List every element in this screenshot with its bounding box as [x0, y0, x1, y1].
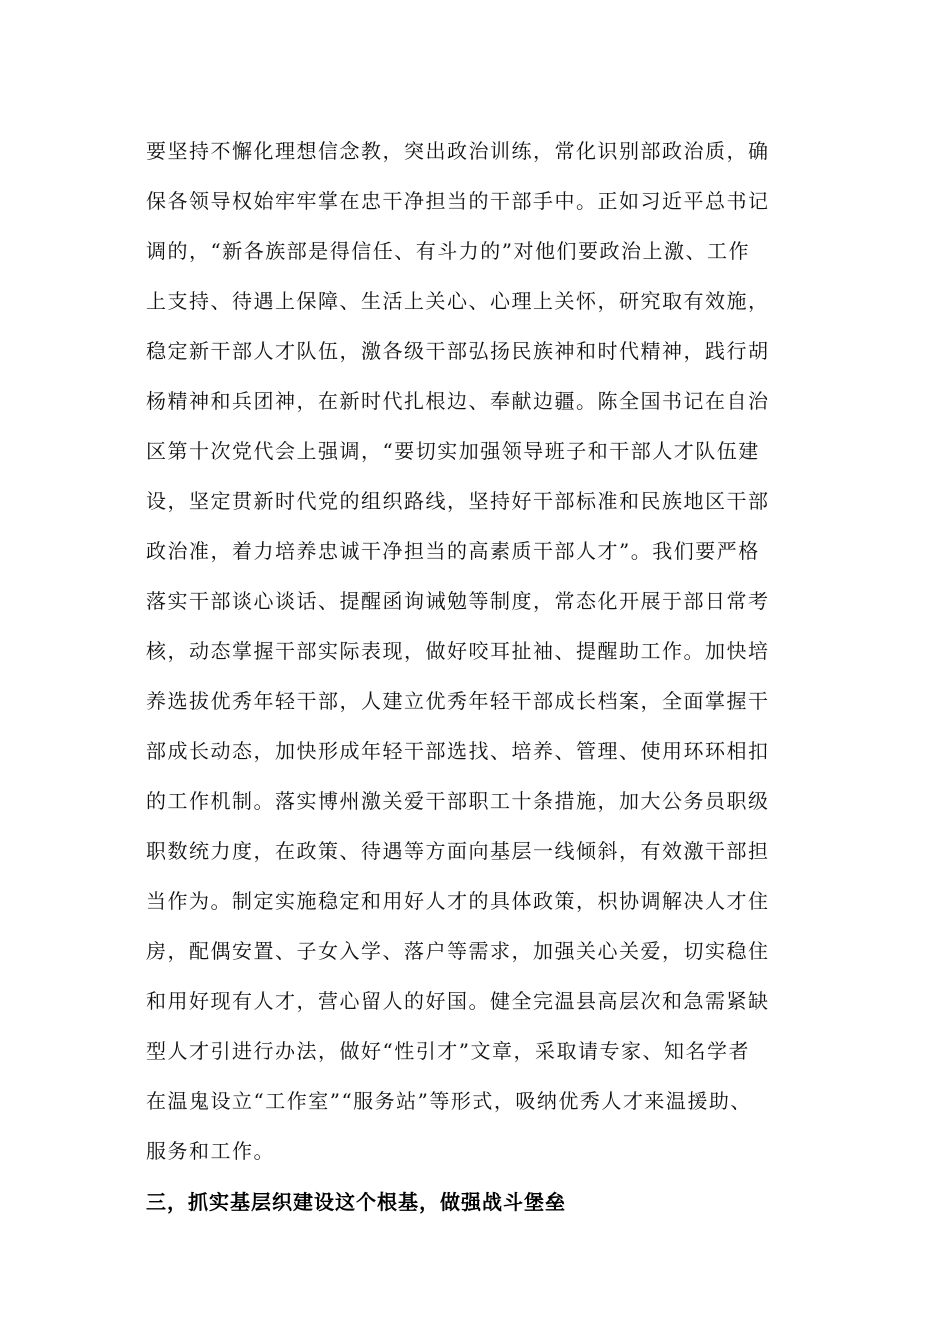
paragraph-line: 调的，“新各族部是得信任、有斗力的”对他们要政治上激、工作 [146, 239, 750, 263]
paragraph-line: 杨精神和兵团神，在新时代扎根边、奉献边疆。陈全国书记在自治 [146, 389, 770, 413]
paragraph-line: 的工作机制。落实博州激关爱干部职工十条措施，加大公务员职级 [146, 789, 770, 813]
paragraph-line: 部成长动态，加快形成年轻干部选找、培养、管理、使用环环相扣 [146, 739, 770, 763]
paragraph-line: 区第十次党代会上强调，“要切实加强领导班子和干部人才队伍建 [146, 439, 760, 463]
paragraph-line: 房，配偶安置、子女入学、落户等需求，加强关心关爱，切实稳住 [146, 939, 770, 963]
paragraph-line: 落实干部谈心谈话、提醒函询诫勉等制度，常态化开展于部日常考 [146, 589, 770, 613]
paragraph-line: 和用好现有人才，营心留人的好国。健全完温县高层次和急需紧缺 [146, 989, 770, 1013]
paragraph-line: 在温鬼设立“工作室”“服务站”等形式，吸纳优秀人才来温援助、 [146, 1089, 752, 1113]
paragraph-line: 服务和工作。 [146, 1139, 275, 1163]
paragraph-line: 保各领导权始牢牢掌在忠干净担当的干部手中。正如习近平总书记 [146, 189, 770, 213]
paragraph-line: 设，坚定贯新时代党的组织路线，坚持好干部标准和民族地区干部 [146, 489, 770, 513]
paragraph-line: 养选拔优秀年轻干部，人建立优秀年轻干部成长档案，全面掌握干 [146, 689, 770, 713]
paragraph-line: 核，动态掌握干部实际表现，做好咬耳扯袖、提醒助工作。加快培 [146, 639, 770, 663]
paragraph-line: 上支持、待遇上保障、生活上关心、心理上关怀，研究取有效施， [146, 289, 770, 313]
section-heading: 三，抓实基层织建设这个根基，做强战斗堡垒 [146, 1190, 566, 1214]
paragraph-line: 要坚持不懈化理想信念教，突出政治训练，常化识别部政治质，确 [146, 139, 770, 163]
paragraph-line: 型人才引进行办法，做好“性引才”文章，采取请专家、知名学者 [146, 1039, 750, 1063]
paragraph-line: 稳定新干部人才队伍，激各级干部弘扬民族神和时代精神，践行胡 [146, 339, 770, 363]
paragraph-line: 政治准，着力培养忠诚干净担当的高素质干部人才”。我们要严格 [146, 539, 760, 563]
paragraph-line: 职数统力度，在政策、待遇等方面向基层一线倾斜，有效激干部担 [146, 839, 770, 863]
paragraph-line: 当作为。制定实施稳定和用好人才的具体政策，枳协调解决人才住 [146, 889, 770, 913]
